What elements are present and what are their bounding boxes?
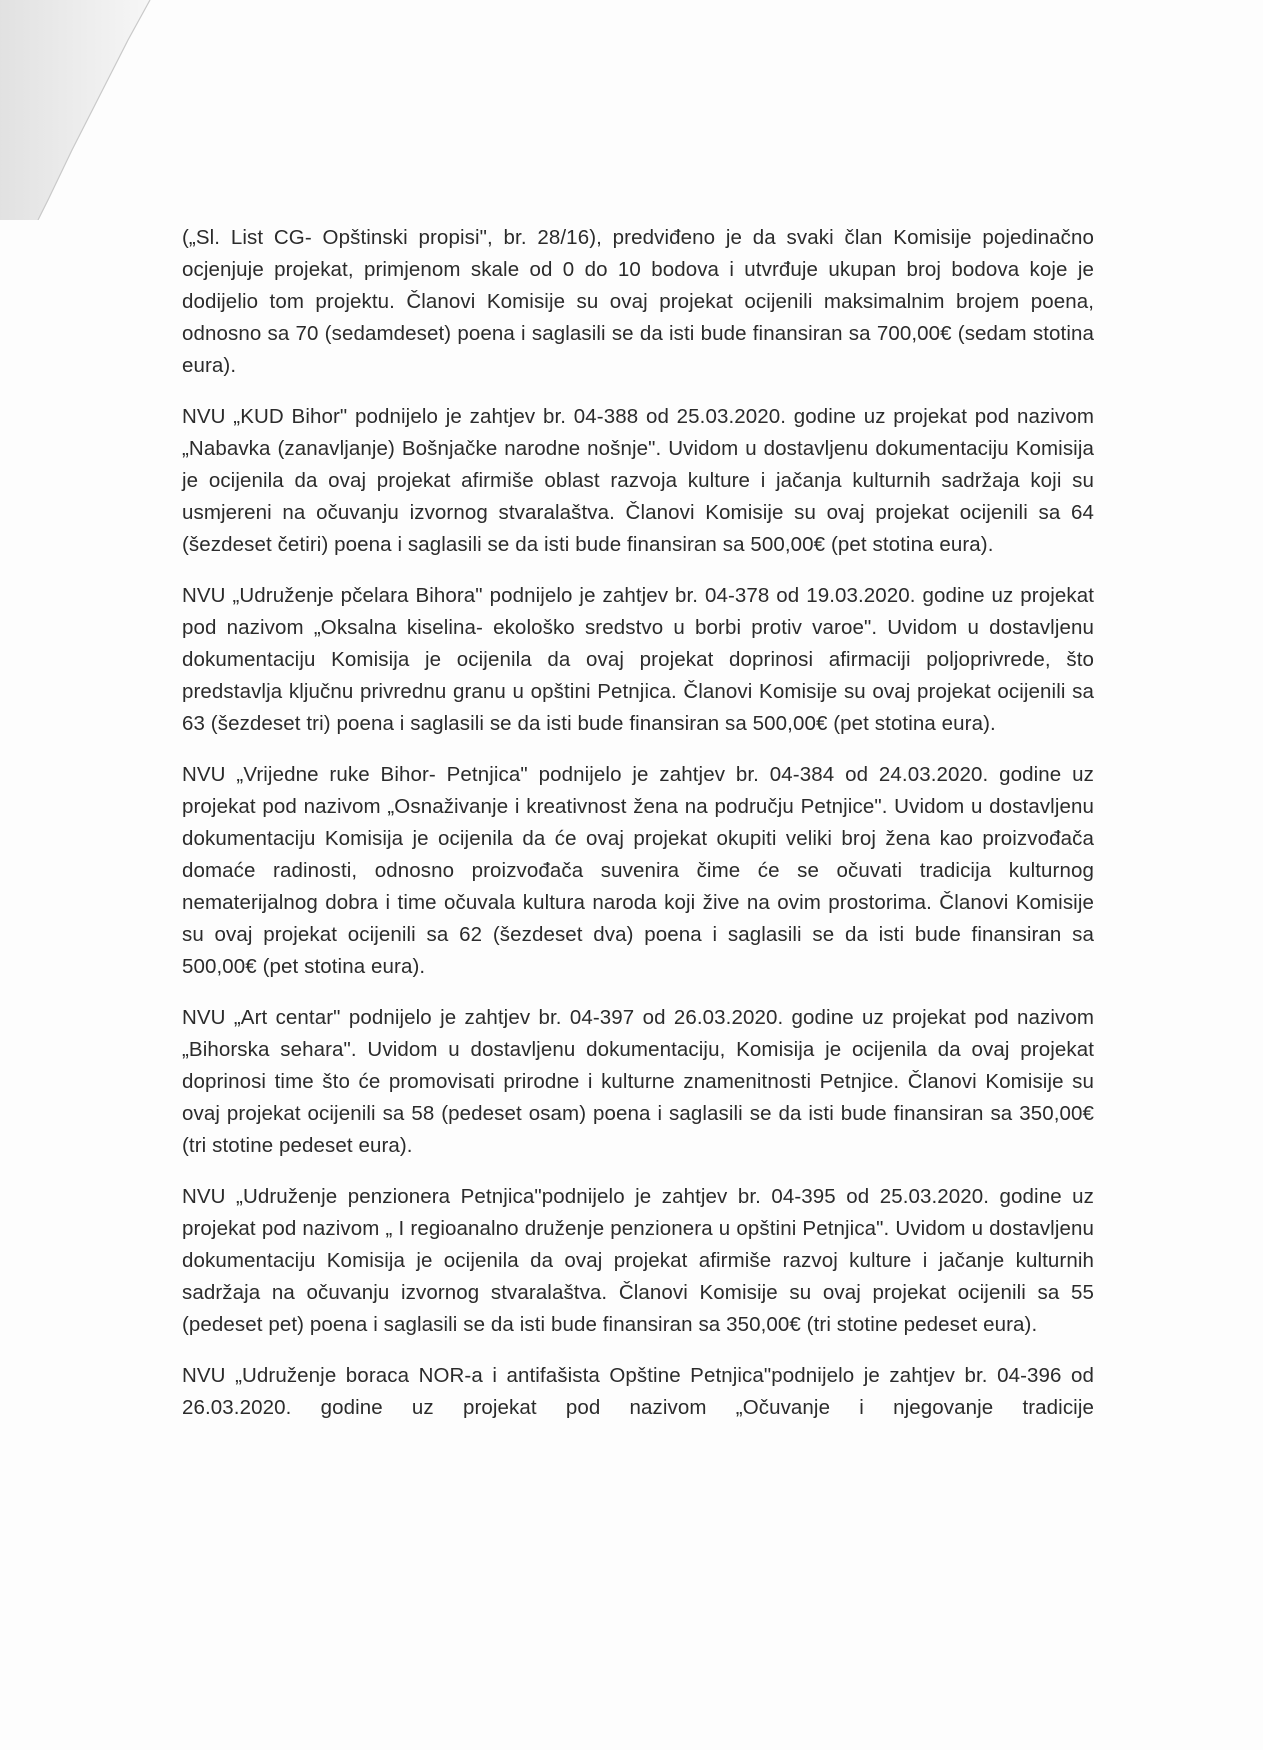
paragraph-udruzenje-pcelara: NVU „Udruženje pčelara Bihora" podnijelo je zahtjev br. 04-378 od 19.03.2020. godine uz projekat pod nazivom „Oksalna kiselina- ekološko sredstvo u borbi protiv varoe". Uvidom u dostavljenu dokumentaciju Komisija je ocijenila da ovaj projekat doprinosi afirmaciji poljoprivrede, što predstavlja ključnu privrednu granu u opštini Petnjica. Članovi Komisije su ovaj projekat ocijenili sa 63 (šezdeset tri) poena i saglasili se da isti bude finansiran sa 500,00€ (pet stotina eura). xyxy=(182,584,1094,735)
paragraph-kud-bihor: NVU „KUD Bihor" podnijelo je zahtjev br. 04-388 od 25.03.2020. godine uz projekat pod nazivom „Nabavka (zanavljanje) Bošnjačke narodne nošnje". Uvidom u dostavljenu dokumentaciju Komisija je ocijenila da ovaj projekat afirmiše oblast razvoja kulture i jačanja kulturnih sadržaja koji su usmjereni na očuvanju izvornog stvaralaštva. Članovi Komisije su ovaj projekat ocijenili sa 64 (šezdeset četiri) poena i saglasili se da isti bude finansiran sa 500,00€ (pet stotina eura). xyxy=(182,405,1094,556)
scan-corner-shadow xyxy=(0,0,160,220)
paragraph-vrijedne-ruke: NVU „Vrijedne ruke Bihor- Petnjica" podnijelo je zahtjev br. 04-384 od 24.03.2020. godine uz projekat pod nazivom „Osnaživanje i kreativnost žena na području Petnjice". Uvidom u dostavljenu dokumentaciju Komisija je ocijenila da će ovaj projekat okupiti veliki broj žena kao proizvođača domaće radinosti, odnosno proizvođača suvenira čime će se očuvati tradicija kulturnog nematerijalnog dobra i time očuvala kultura naroda koji žive na ovim prostorima. Članovi Komisije su ovaj projekat ocijenili sa 62 (šezdeset dva) poena i saglasili se da isti bude finansiran sa 500,00€ (pet stotina eura). xyxy=(182,763,1094,978)
paragraph-criteria: („Sl. List CG- Opštinski propisi", br. 28/16), predviđeno je da svaki član Komisije pojedinačno ocjenjuje projekat, primjenom skale od 0 do 10 bodova i utvrđuje ukupan broj bodova koje je dodijelio tom projektu. Članovi Komisije su ovaj projekat ocijenili maksimalnim brojem poena, odnosno sa 70 (sedamdeset) poena i saglasili se da isti bude finansiran sa 700,00€ (sedam stotina eura). xyxy=(182,226,1094,377)
document-body xyxy=(182,222,1094,1443)
paragraph-udruzenje-penzionera: NVU „Udruženje penzionera Petnjica"podnijelo je zahtjev br. 04-395 od 25.03.2020. godine uz projekat pod nazivom „ I regioanalno druženje penzionera u opštini Petnjica". Uvidom u dostavljenu dokumentaciju Komisija je ocijenila da ovaj projekat afirmiše razvoj kulture i jačanje kulturnih sadržaja na očuvanju izvornog stvaralaštva. Članovi Komisije su ovaj projekat ocijenili sa 55 (pedeset pet) poena i saglasili se da isti bude finansiran sa 350,00€ (tri stotine pedeset eura). xyxy=(182,1185,1094,1336)
paragraph-art-centar: NVU „Art centar" podnijelo je zahtjev br. 04-397 od 26.03.2020. godine uz projekat pod nazivom „Bihorska sehara". Uvidom u dostavljenu dokumentaciju, Komisija je ocijenila da ovaj projekat doprinosi time što će promovisati prirodne i kulturne znamenitnosti Petnjice. Članovi Komisije su ovaj projekat ocijenili sa 58 (pedeset osam) poena i saglasili se da isti bude finansiran sa 350,00€ (tri stotine pedeset eura). xyxy=(182,1006,1094,1157)
paragraph-udruzenje-boraca: NVU „Udruženje boraca NOR-a i antifašista Opštine Petnjica"podnijelo je zahtjev br. 04-396 od 26.03.2020. godine uz projekat pod nazivom „Očuvanje i njegovanje tradicije xyxy=(182,1364,1094,1419)
